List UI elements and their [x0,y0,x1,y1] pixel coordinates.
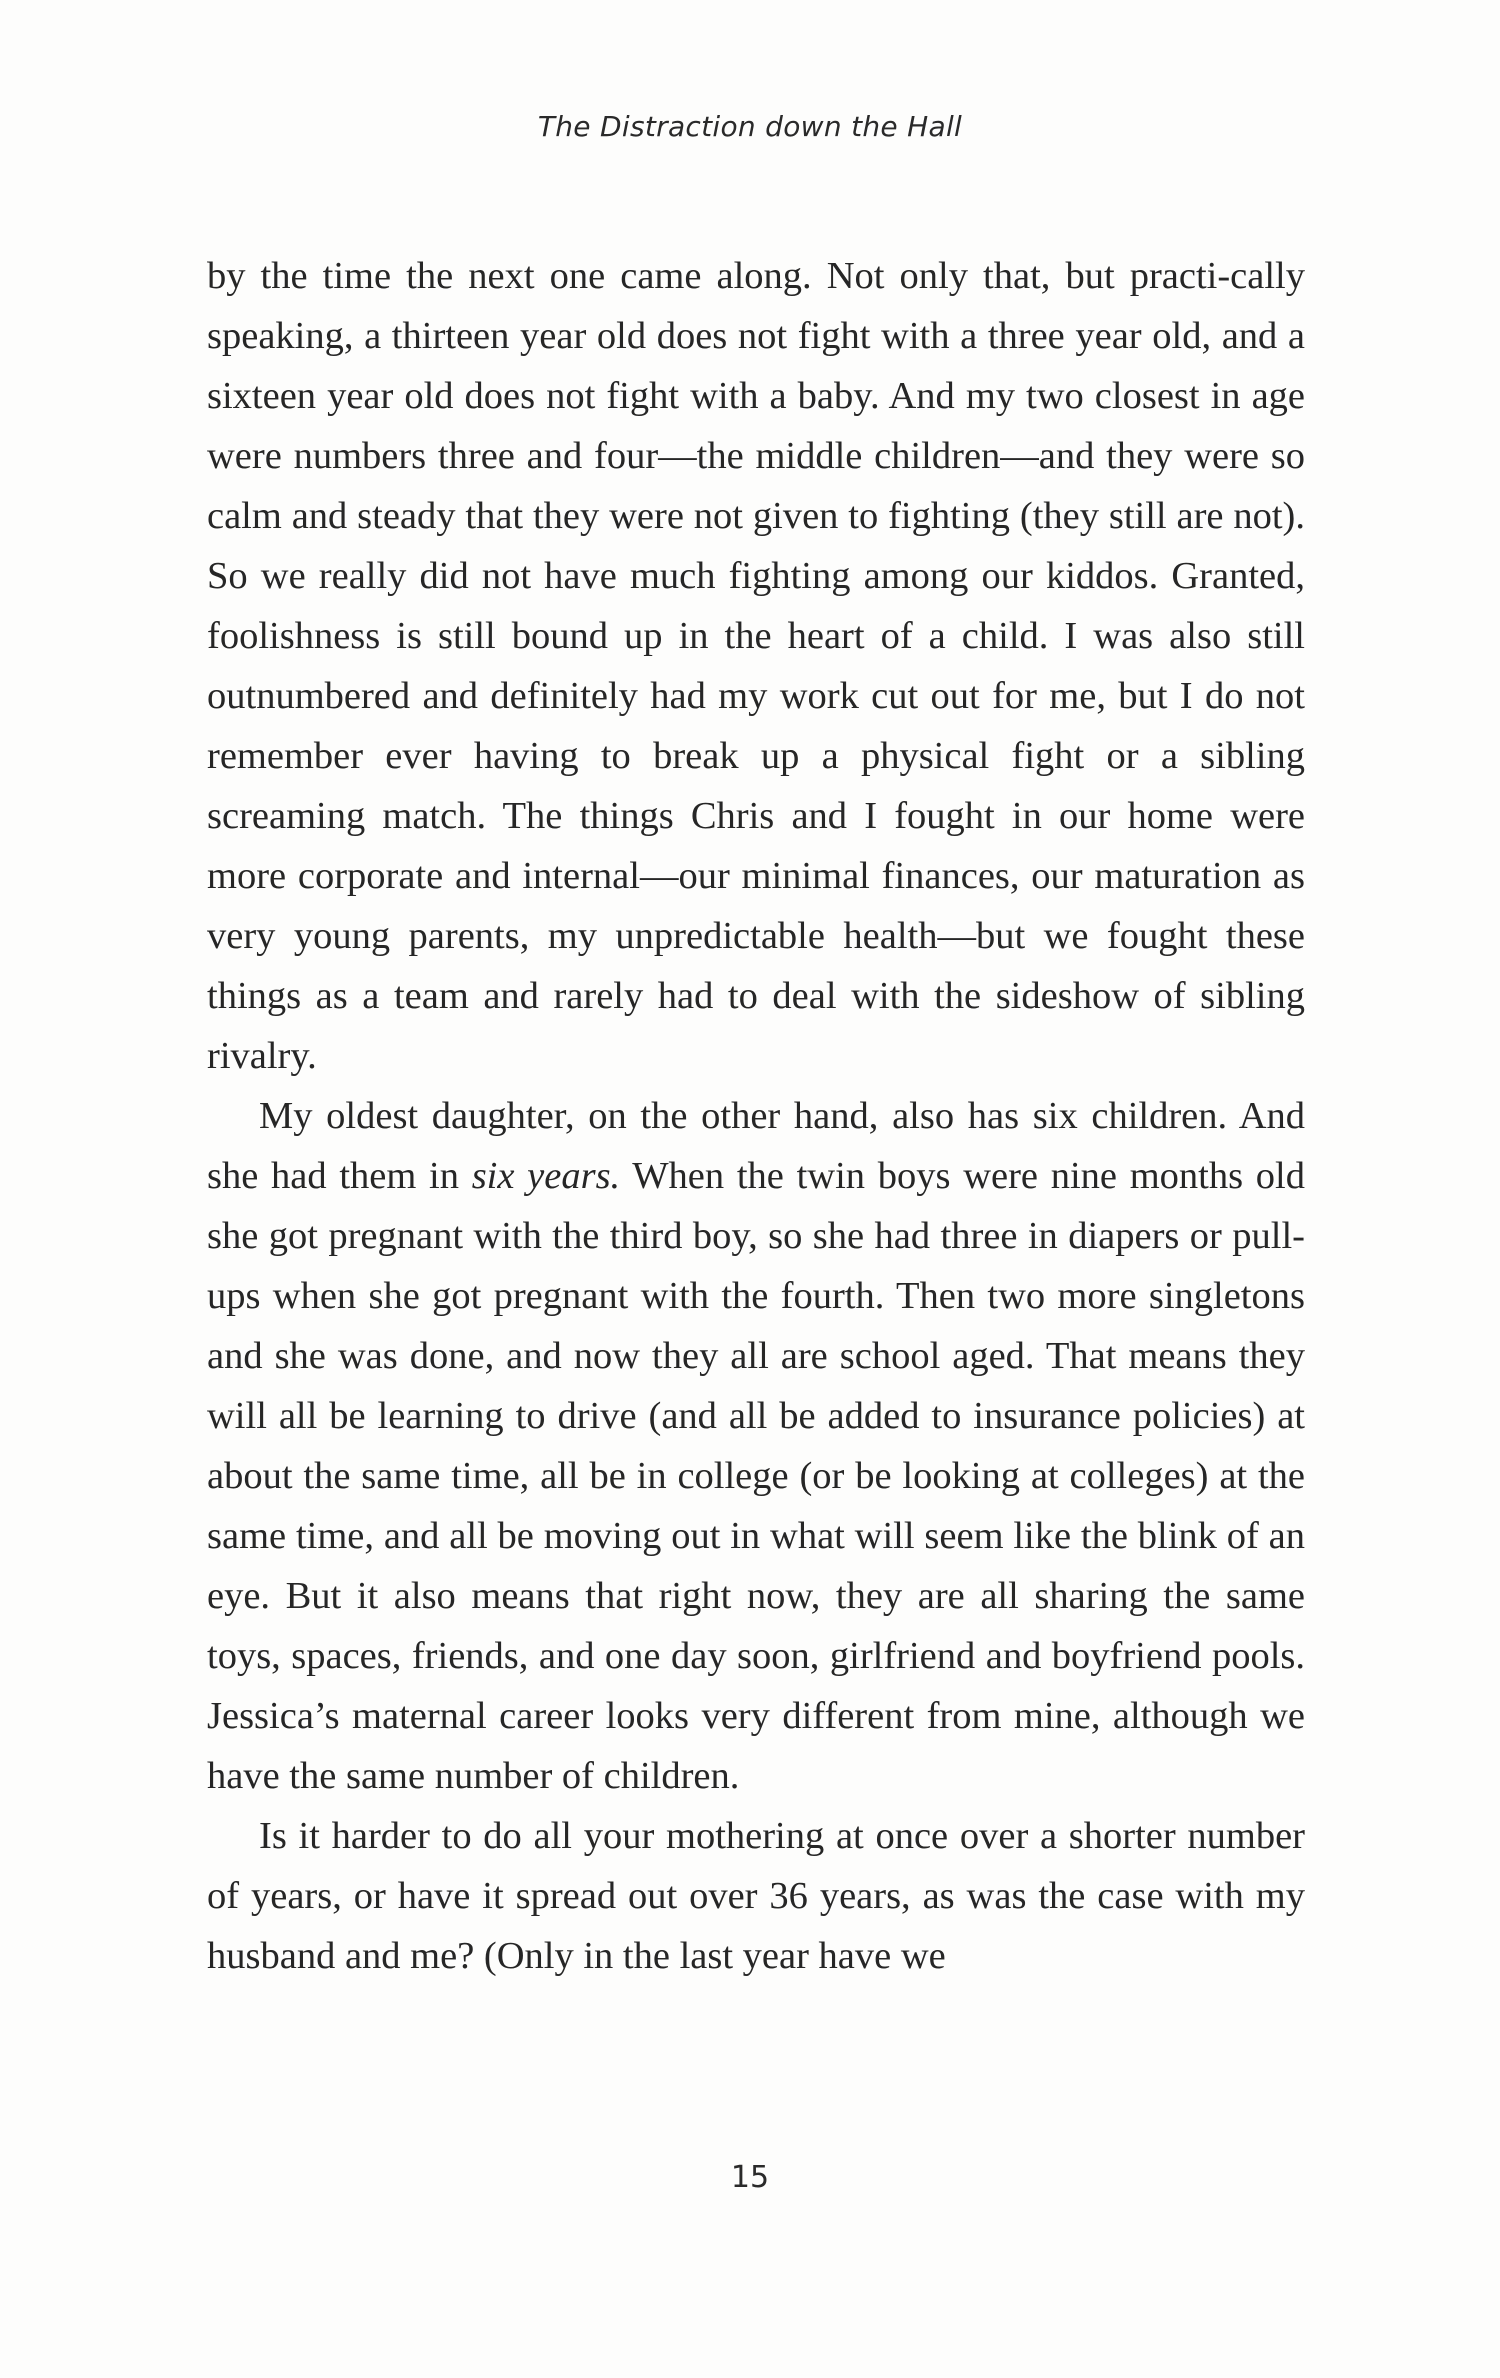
body-text [207,246,1305,1986]
running-head: The Distraction down the Hall [537,110,963,143]
page-number: 15 [730,2160,770,2195]
paragraph-3-text: Is it harder to do all your mothering at once over a shorter number of years, or have it spread out over 36 years, as was the case with my husband and me? (Only in the last year have we [207,1815,1305,1977]
paragraph-2-emphasis: six years. [471,1155,621,1197]
paragraph-1 [207,246,1305,1086]
paragraph-2-text-b: When the twin boys were nine months old she got pregnant with the third boy, so she had three in diapers or pull-ups when she got pregnant with the fourth. Then two more singletons and she was done, and now they all are school aged. That means they will all be learning to drive (and all be added to insurance policies) at about the same time, all be in college (or be looking at colleges) at the same time, and all be moving out in what will seem like the blink of an eye. But it also means that right now, they are all sharing the same toys, spaces, friends, and one day soon, girlfriend and boyfriend pools. Jessica’s maternal career looks very different from mine, although we have the same number of children. [207,1155,1305,1797]
paragraph-2-text-a: My oldest daughter, on the other hand, also has six children. And she had them in [207,1095,1305,1197]
paragraph-1-text: by the time the next one came along. Not only that, but practi-cally speaking, a thirteen year old does not fight with a three year old, and a sixteen year old does not fight with a baby. And my two closest in age were numbers three and four—the middle children—and they were so calm and steady that they were not given to fighting (they still are not). So we really did not have much fighting among our kiddos. Granted, foolishness is still bound up in the heart of a child. I was also still outnumbered and definitely had my work cut out for me, but I do not remember ever having to break up a physical fight or a sibling screaming match. The things Chris and I fought in our home were more corporate and internal—our minimal finances, our maturation as very young parents, my unpredictable health—but we fought these things as a team and rarely had to deal with the sideshow of sibling rivalry. [207,255,1305,1077]
paragraph-3 [207,1806,1305,1986]
paragraph-2 [207,1086,1305,1806]
